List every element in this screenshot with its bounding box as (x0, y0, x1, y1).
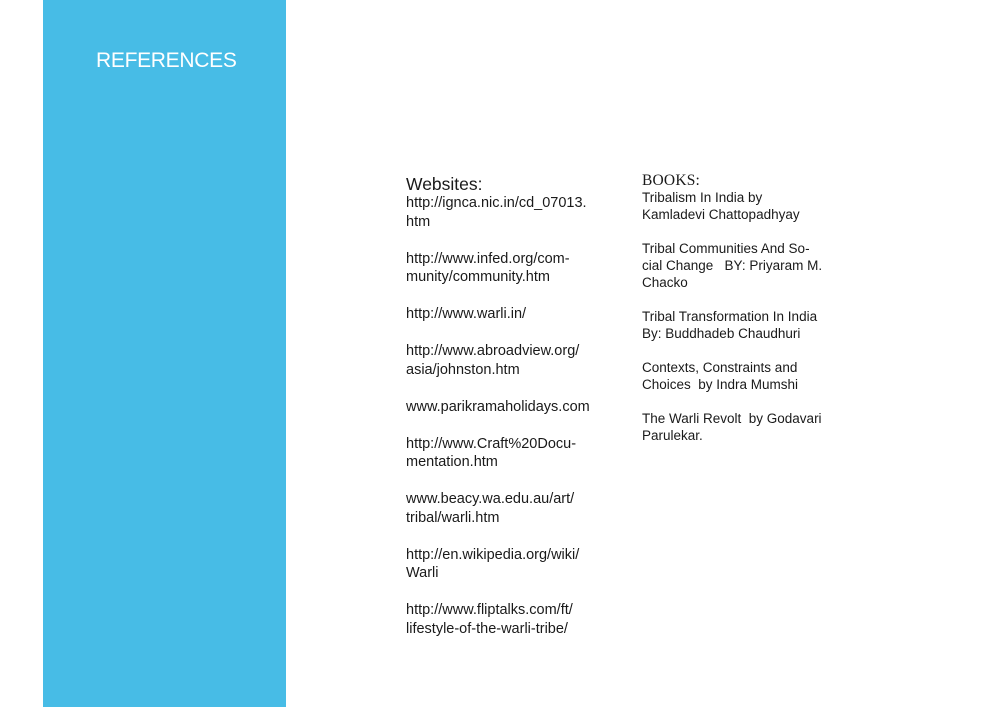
book-item: Tribalism In India by Kamladevi Chattopadhyay (642, 190, 800, 222)
websites-section (406, 174, 616, 657)
page-title: REFERENCES (96, 49, 237, 72)
website-item: http://www.warli.in/ (406, 306, 527, 322)
book-item: Tribal Transformation In India By: Buddhadeb Chaudhuri (642, 309, 818, 341)
sidebar-panel (43, 0, 286, 707)
websites-list (406, 194, 616, 638)
website-item: http://www.fliptalks.com/ft/ lifestyle-of-the-warli-tribe/ (406, 602, 573, 637)
website-item: http://ignca.nic.in/cd_07013. htm (406, 195, 587, 230)
website-item: www.beacy.wa.edu.au/art/ tribal/warli.htm (406, 491, 575, 526)
website-item: http://www.abroadview.org/ asia/johnston.htm (406, 343, 580, 378)
book-item: Contexts, Constraints and Choices by Indra Mumshi (642, 360, 799, 392)
books-heading: BOOKS: (642, 172, 701, 189)
website-item: http://en.wikipedia.org/wiki/ Warli (406, 546, 580, 581)
website-item: http://www.Craft%20Docu- mentation.htm (406, 435, 577, 470)
website-item: www.parikramaholidays.com (406, 398, 590, 415)
books-list (642, 189, 842, 444)
website-item: http://www.infed.org/com- munity/community.htm (406, 250, 570, 285)
book-item: Tribal Communities And So- cial Change BY: Priyaram M. Chacko (642, 241, 823, 290)
websites-heading: Websites: (406, 174, 483, 194)
books-section (642, 172, 842, 461)
book-item: The Warli Revolt by Godavari Parulekar. (642, 411, 822, 443)
